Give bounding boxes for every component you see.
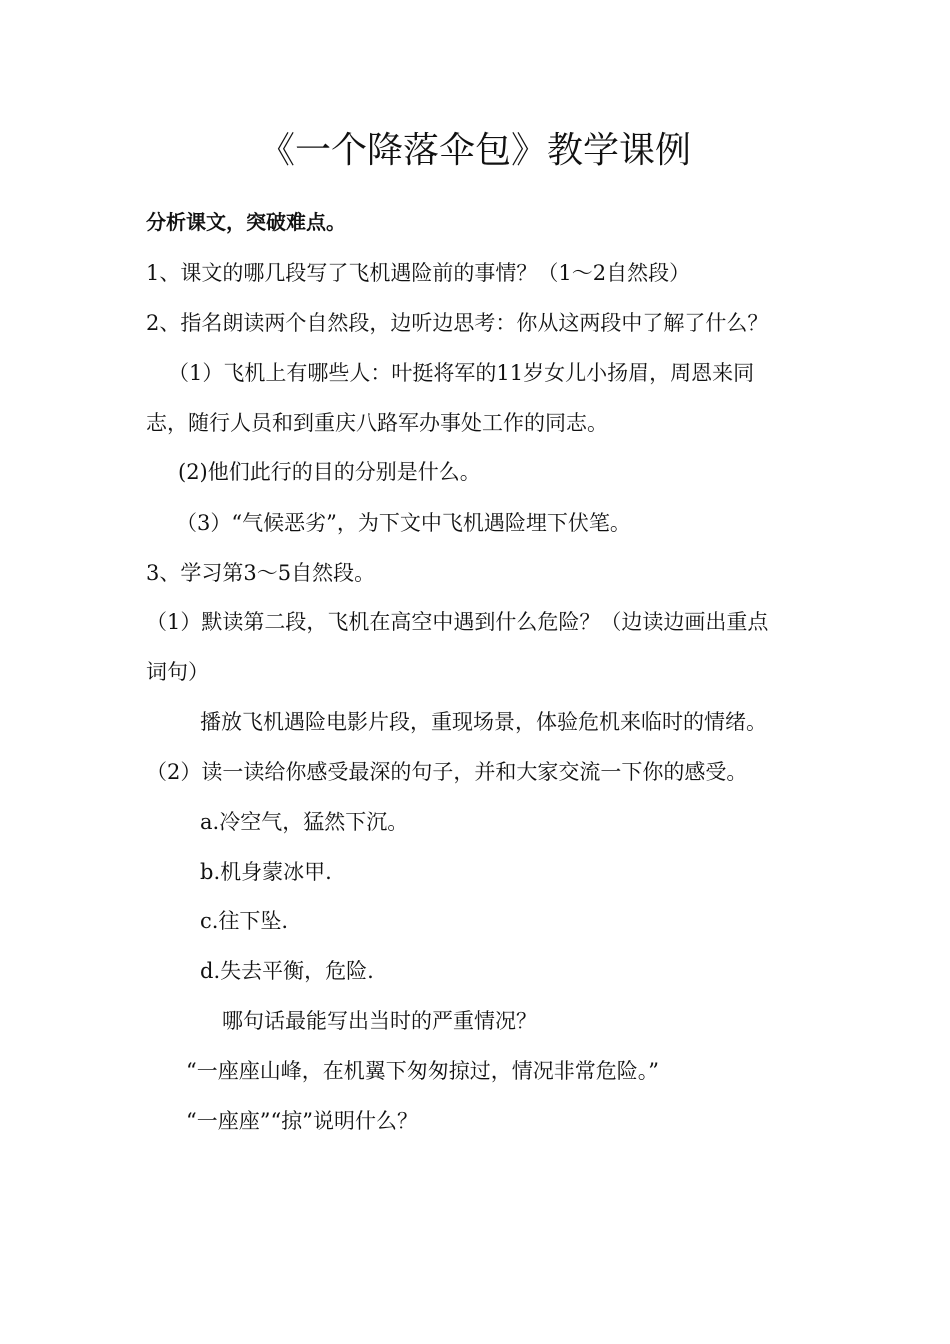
paragraph-line: (2)他们此行的目的分别是什么。: [178, 460, 481, 484]
list-item: c.往下坠.: [200, 909, 289, 933]
paragraph-line: （1）飞机上有哪些人：叶挺将军的11岁女儿小扬眉，周恩来同: [168, 361, 755, 385]
list-item: b.机身蒙冰甲.: [200, 860, 332, 884]
section-heading: 分析课文，突破难点。: [146, 210, 346, 234]
list-item: a.冷空气，猛然下沉。: [200, 810, 409, 834]
paragraph-line: 播放飞机遇险电影片段，重现场景，体验危机来临时的情绪。: [200, 710, 767, 734]
paragraph-line: （2）读一读给你感受最深的句子，并和大家交流一下你的感受。: [146, 760, 748, 784]
paragraph-line: 词句）: [146, 660, 209, 684]
paragraph-line: 志，随行人员和到重庆八路军办事处工作的同志。: [146, 411, 608, 435]
paragraph-line: 1、课文的哪几段写了飞机遇险前的事情？（1～2自然段）: [146, 261, 691, 285]
paragraph-line: 哪句话最能写出当时的严重情况？: [222, 1009, 537, 1033]
paragraph-line: 2、指名朗读两个自然段，边听边思考：你从这两段中了解了什么？: [146, 311, 769, 335]
document-title: 《一个降落伞包》教学课例: [258, 130, 691, 171]
quote-line: “一座座”“掠”说明什么？: [186, 1109, 418, 1133]
list-item: d.失去平衡，危险.: [200, 959, 374, 983]
paragraph-line: （3）“气候恶劣”，为下文中飞机遇险埋下伏笔。: [176, 511, 631, 535]
quote-line: “一座座山峰，在机翼下匆匆掠过，情况非常危险。”: [186, 1059, 659, 1083]
paragraph-line: 3、学习第3～5自然段。: [146, 561, 376, 585]
paragraph-line: （1）默读第二段，飞机在高空中遇到什么危险？（边读边画出重点: [146, 610, 769, 634]
